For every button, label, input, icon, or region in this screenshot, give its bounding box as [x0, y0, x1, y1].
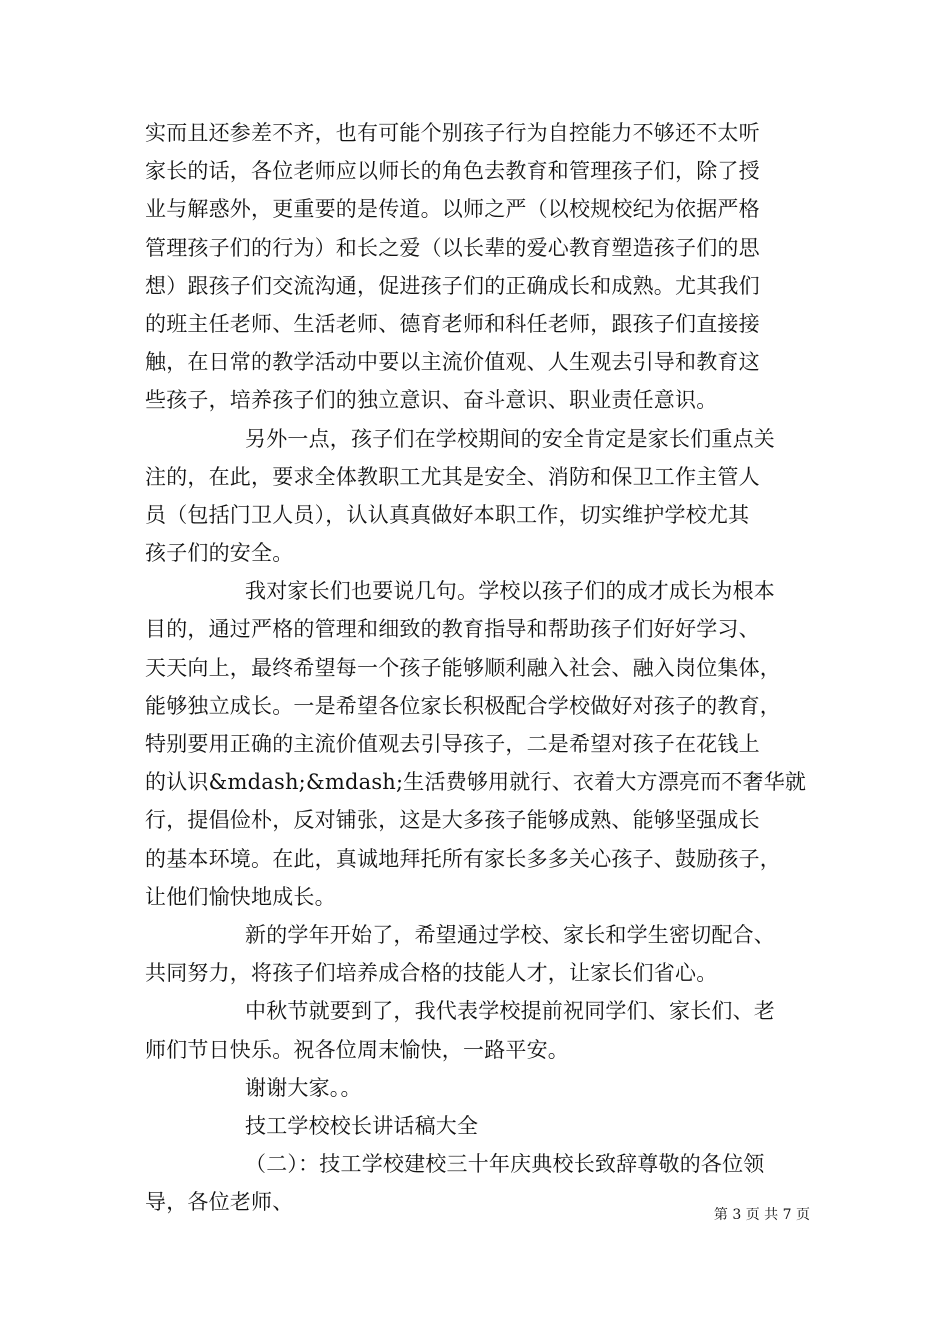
paragraph-start-line: 我对家长们也要说几句。学校以孩子们的成才成长为根本 — [245, 579, 775, 604]
text-line: 实而且还参差不齐，也有可能个别孩子行为自控能力不够还不太听 — [145, 121, 760, 145]
paragraph-start-line: 另外一点，孩子们在学校期间的安全肯定是家长们重点关 — [245, 426, 775, 451]
text-line: 目的，通过严格的管理和细致的教育指导和帮助孩子们好好学习、 — [145, 617, 760, 642]
text-line: 孩子们的安全。 — [145, 541, 294, 566]
document-body — [145, 114, 810, 1221]
text-line: 些孩子，培养孩子们的独立意识、奋斗意识、职业责任意识。 — [145, 388, 718, 413]
text-line: 让他们愉快地成长。 — [145, 884, 336, 909]
page-number: 第 3 页 共 7 页 — [713, 1207, 810, 1223]
section-title: 技工学校校长讲话稿大全 — [245, 1113, 479, 1138]
text-line: 特别要用正确的主流价值观去引导孩子，二是希望对孩子在花钱上 — [145, 732, 760, 756]
text-line: 员（包括门卫人员），认认真真做好本职工作，切实维护学校尤其 — [145, 502, 750, 527]
text-line: 行，提倡俭朴，反对铺张，这是大多孩子能够成熟、能够坚强成长 — [145, 808, 760, 833]
text-line: 家长的话，各位老师应以师长的角色去教育和管理孩子们，除了授 — [145, 159, 760, 184]
closing-line: 谢谢大家。。 — [245, 1075, 362, 1100]
text-line: 天天向上，最终希望每一个孩子能够顺利融入社会、融入岗位集体， — [145, 655, 781, 680]
text-line: 的基本环境。在此，真诚地拜托所有家长多多关心孩子、鼓励孩子， — [145, 846, 781, 871]
text-line: 业与解惑外，更重要的是传道。以师之严（以校规校纪为依据严格 — [145, 197, 760, 222]
paragraph-start-line: 新的学年开始了，希望通过学校、家长和学生密切配合、 — [245, 922, 775, 947]
text-line: 共同努力，将孩子们培养成合格的技能人才，让家长们省心。 — [145, 961, 718, 986]
text-line: 能够独立成长。一是希望各位家长积极配合学校做好对孩子的教育， — [145, 693, 781, 718]
text-line: 想）跟孩子们交流沟通，促进孩子们的正确成长和成熟。尤其我们 — [145, 273, 760, 298]
text-line: 师们节日快乐。祝各位周末愉快，一路平安。 — [145, 1037, 569, 1062]
text-line: 的认识&mdash;&mdash;生活费够用就行、衣着大方漂亮而不奢华就 — [145, 770, 807, 795]
section-subtitle: （二）：技工学校建校三十年庆典校长致辞尊敬的各位领 — [245, 1152, 765, 1177]
text-line: 导，各位老师、 — [145, 1190, 294, 1215]
paragraph-start-line: 中秋节就要到了，我代表学校提前祝同学们、家长们、老 — [245, 999, 775, 1024]
text-line: 触，在日常的教学活动中要以主流价值观、人生观去引导和教育这 — [145, 350, 760, 375]
text-line: 注的，在此，要求全体教职工尤其是安全、消防和保卫工作主管人 — [145, 464, 760, 489]
text-line: 管理孩子们的行为）和长之爱（以长辈的爱心教育塑造孩子们的思 — [145, 235, 760, 260]
text-line: 的班主任老师、生活老师、德育老师和科任老师，跟孩子们直接接 — [145, 311, 760, 336]
